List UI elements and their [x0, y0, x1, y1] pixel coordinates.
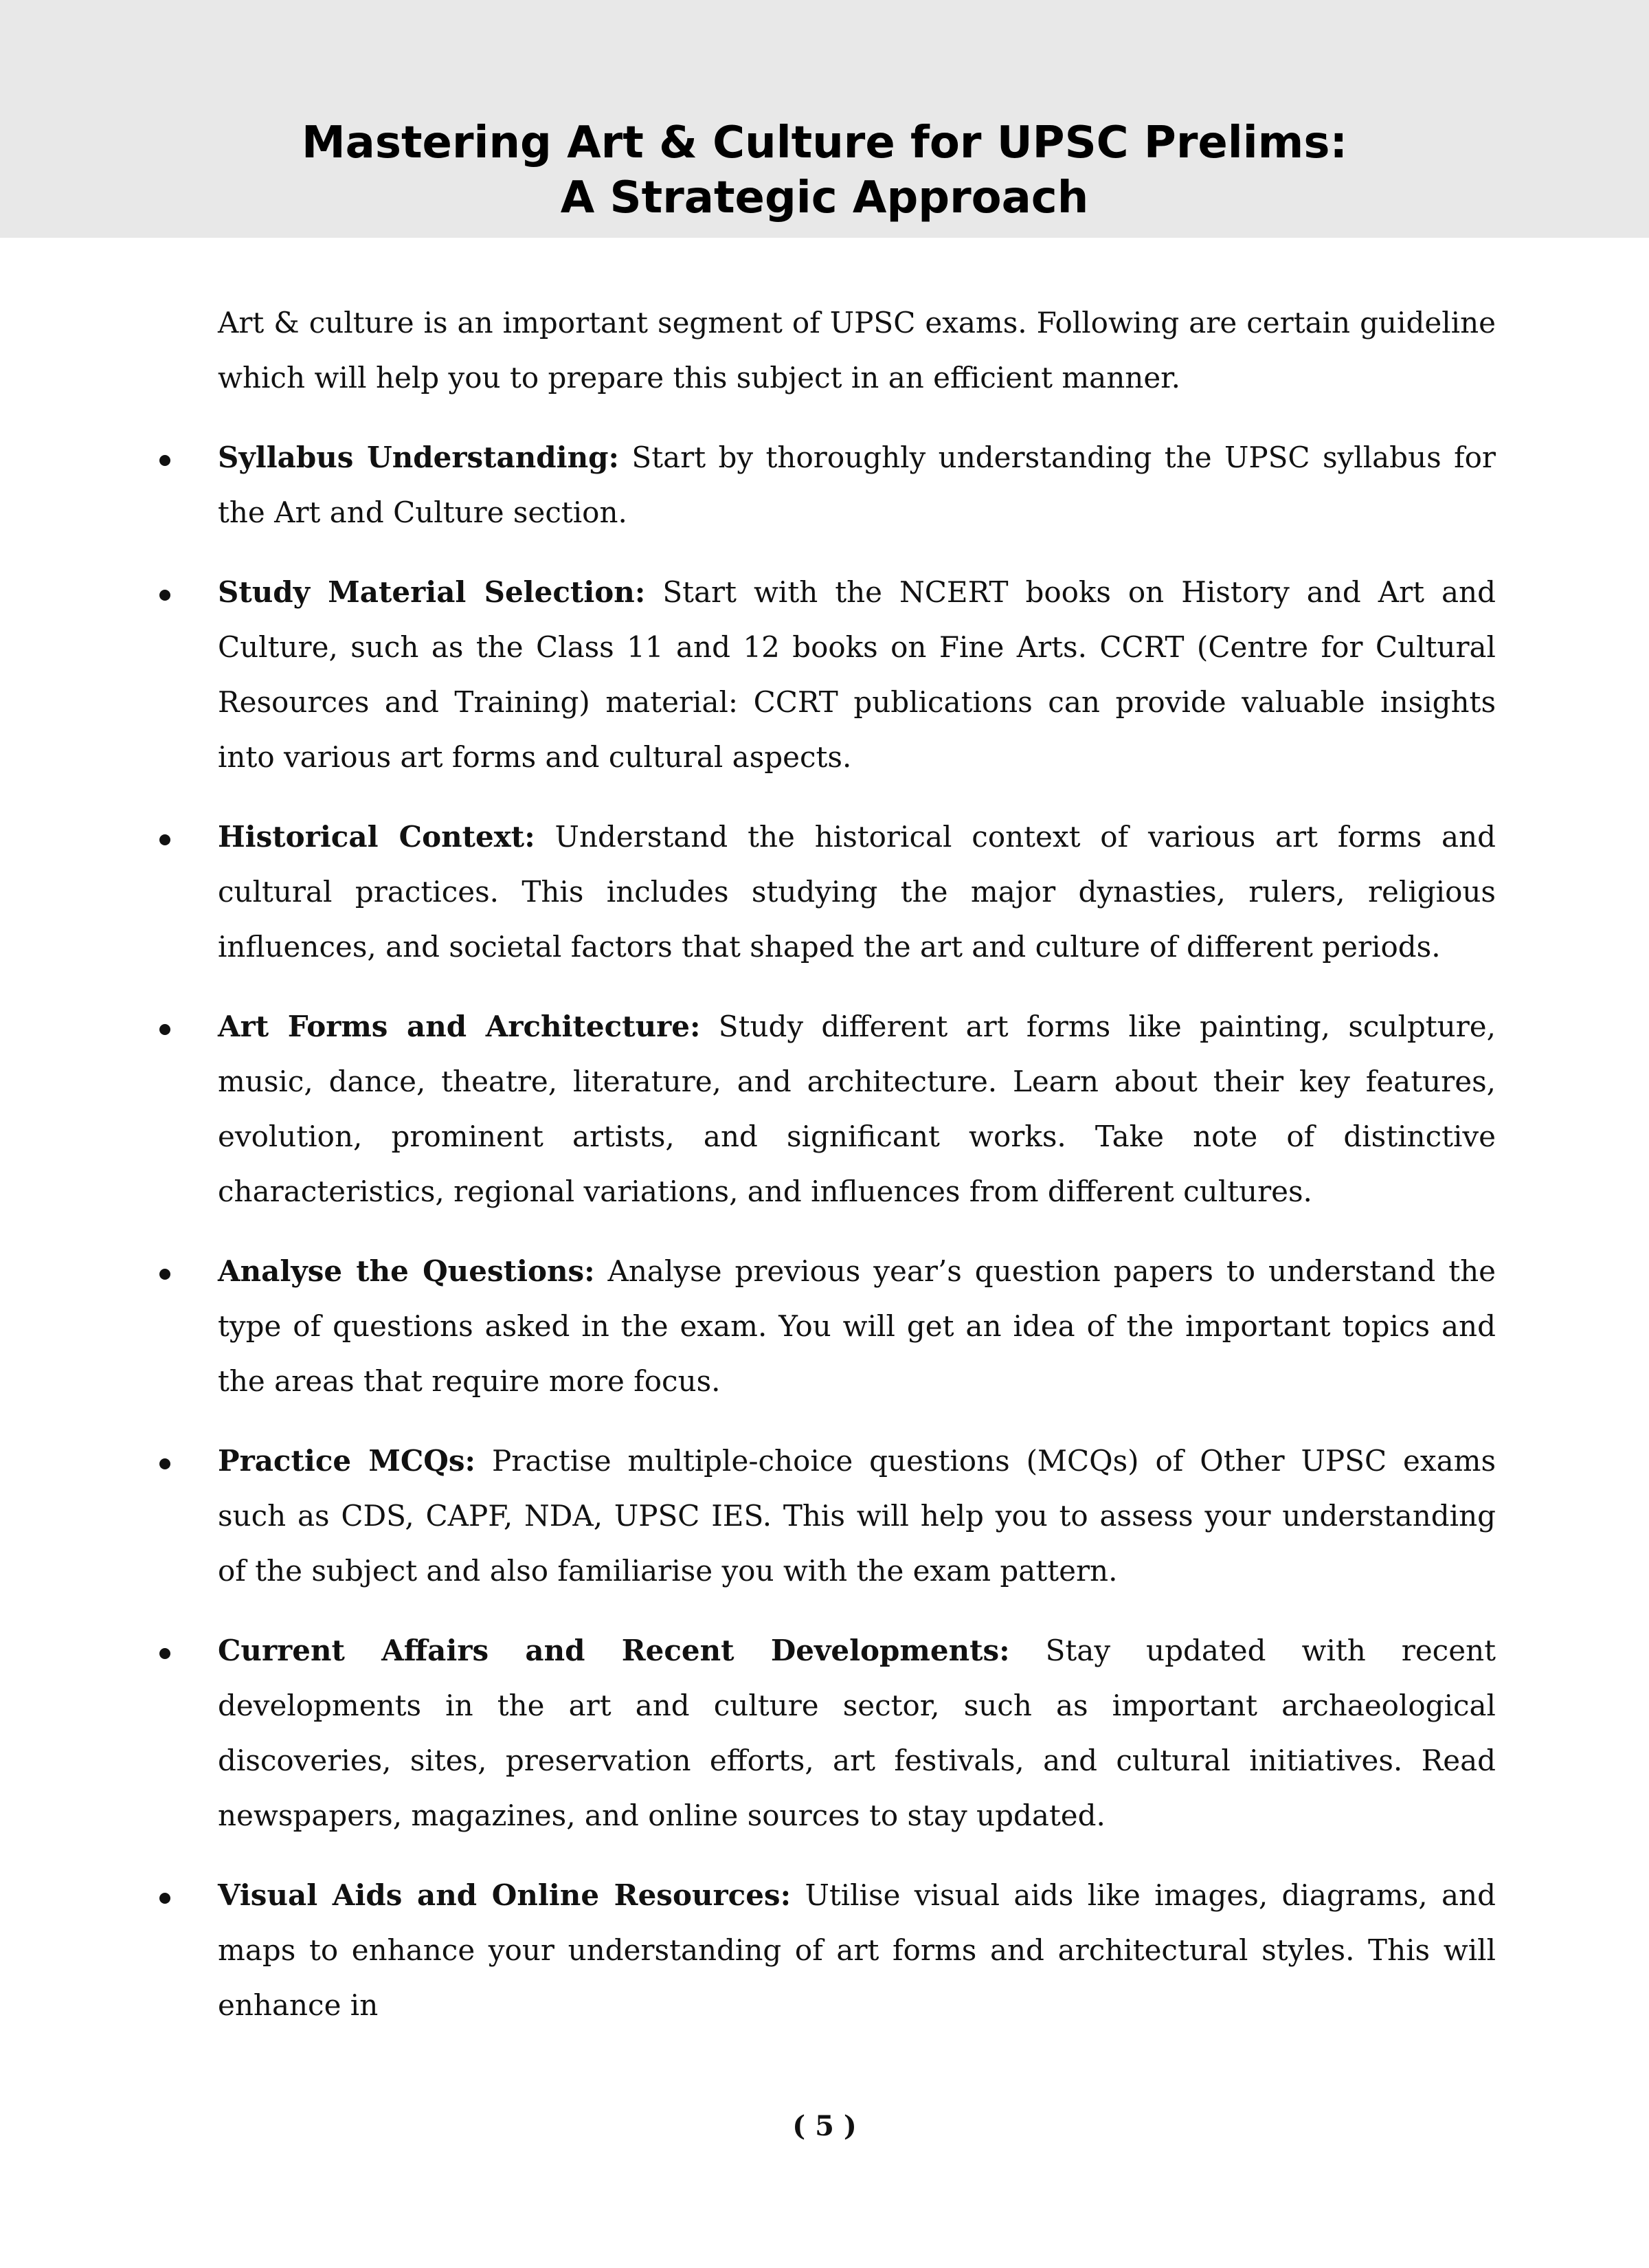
intro-paragraph: Art & culture is an important segment of UPSC exams. Following are certain guideline which will help you to prepare this subject in an efficient manner. [218, 306, 1496, 394]
page-number: ( 5 ) [792, 2110, 857, 2142]
guideline-heading: Art Forms and Architecture: [218, 1010, 701, 1043]
guideline-heading: Syllabus Understanding: [218, 441, 620, 474]
guideline-heading: Practice MCQs: [218, 1444, 476, 1478]
guideline-text: Study different art forms like painting, sculpture, music, dance, theatre, literature, and architecture. Learn about their key features, evolution, prominent artists, and significant works. Take note of distinctive characteristics, regional variations, and influences from different cultures. [218, 1010, 1496, 1208]
guideline-item-visual-aids [218, 1868, 1496, 2033]
guideline-item-historical-context [218, 810, 1496, 975]
guideline-heading: Study Material Selection: [218, 575, 646, 609]
document-body [218, 296, 1496, 2058]
guideline-text: Analyse previous year’s question papers to understand the type of questions asked in the exam. You will get an idea of the important topics and the areas that require more focus. [218, 1254, 1496, 1398]
guideline-text: Stay updated with recent developments in the art and culture sector, such as important archaeological discoveries, sites, preservation efforts, art festivals, and cultural initiatives. Read newspapers, magazines, and online sources to stay updated. [218, 1634, 1496, 1832]
guideline-heading: Analyse the Questions: [218, 1254, 595, 1288]
guideline-text: Practise multiple-choice questions (MCQs) of Other UPSC exams such as CDS, CAPF, NDA, UPSC IES. This will help you to assess your understanding of the subject and also familiarise you with the exam pattern. [218, 1444, 1496, 1588]
page-title-line-1: Mastering Art & Culture for UPSC Prelims: [301, 118, 1348, 168]
guideline-item-art-forms [218, 999, 1496, 1219]
page-title [0, 115, 1649, 225]
guideline-item-study-material [218, 565, 1496, 785]
guideline-item-syllabus [218, 430, 1496, 540]
guideline-text: Understand the historical context of various art forms and cultural practices. This includes studying the major dynasties, rulers, religious influences, and societal factors that shaped the art and culture of different periods. [218, 820, 1496, 964]
guideline-heading: Current Affairs and Recent Developments: [218, 1634, 1010, 1667]
guideline-item-analyse-questions [218, 1244, 1496, 1409]
guideline-text: Start with the NCERT books on History and Art and Culture, such as the Class 11 and 12 books on Fine Arts. CCRT (Centre for Cultural Resources and Training) material: CCRT publications can provide valuable insights into various art forms and cultural aspects. [218, 575, 1496, 774]
page-title-line-2: A Strategic Approach [560, 173, 1089, 223]
guideline-text: Start by thoroughly understanding the UPSC syllabus for the Art and Culture section. [218, 441, 1496, 529]
guideline-heading: Historical Context: [218, 820, 535, 854]
guideline-list [218, 430, 1496, 2033]
guideline-item-practice-mcqs [218, 1434, 1496, 1599]
guideline-item-current-affairs [218, 1623, 1496, 1843]
guideline-text: Utilise visual aids like images, diagrams, and maps to enhance your understanding of art forms and architectural styles. This will enhance in [218, 1878, 1496, 2022]
guideline-heading: Visual Aids and Online Resources: [218, 1878, 792, 1912]
